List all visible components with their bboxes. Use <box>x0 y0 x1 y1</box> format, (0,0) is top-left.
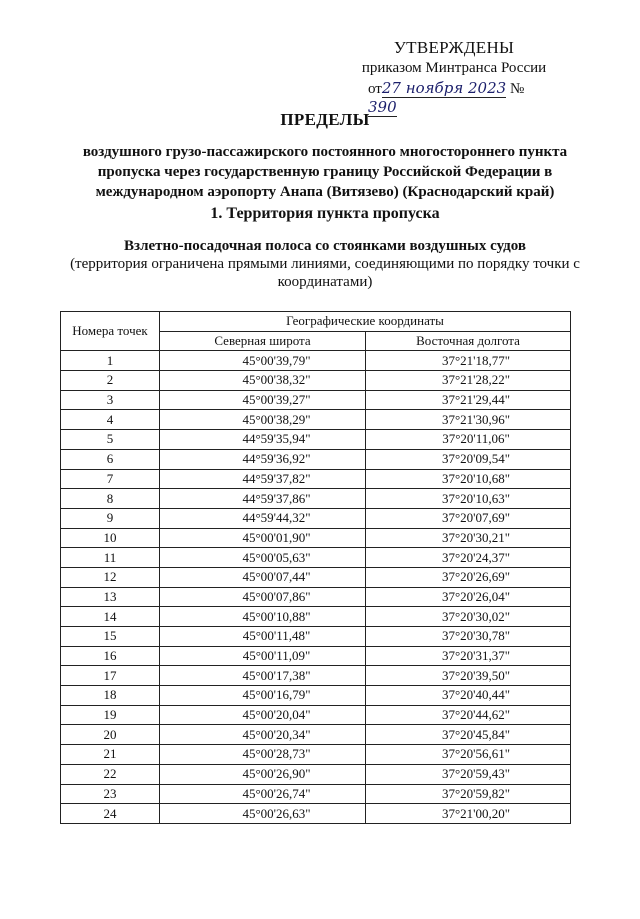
longitude-cell: 37°21'00,20" <box>366 804 571 824</box>
table-row <box>61 489 571 509</box>
longitude-cell: 37°20'09,54" <box>366 449 571 469</box>
point-number-cell: 23 <box>61 784 160 804</box>
latitude-cell: 44°59'37,82" <box>160 469 366 489</box>
point-number-cell: 19 <box>61 705 160 725</box>
latitude-cell: 45°00'26,74" <box>160 784 366 804</box>
table-row <box>61 567 571 587</box>
longitude-cell: 37°20'10,68" <box>366 469 571 489</box>
header-points: Номера точек <box>61 312 160 351</box>
point-number-cell: 7 <box>61 469 160 489</box>
from-prefix: от <box>368 81 382 97</box>
longitude-cell: 37°20'24,37" <box>366 548 571 568</box>
section-title: 1. Территория пункта пропуска <box>210 205 440 222</box>
table-row <box>61 804 571 824</box>
latitude-cell: 45°00'11,48" <box>160 627 366 647</box>
table-row <box>61 469 571 489</box>
subsection-note-1: (территория ограничена прямыми линиями, соединяющими по порядку точки с <box>70 256 580 272</box>
point-number-cell: 22 <box>61 764 160 784</box>
handwritten-number: 390 <box>368 98 397 116</box>
point-number-cell: 17 <box>61 666 160 686</box>
point-number-cell: 21 <box>61 745 160 765</box>
longitude-cell: 37°20'30,21" <box>366 528 571 548</box>
longitude-cell: 37°21'18,77" <box>366 351 571 371</box>
table-row <box>61 745 571 765</box>
table-row <box>61 449 571 469</box>
table-row <box>61 607 571 627</box>
longitude-cell: 37°21'29,44" <box>366 390 571 410</box>
latitude-cell: 45°00'11,09" <box>160 646 366 666</box>
point-number-cell: 1 <box>61 351 160 371</box>
longitude-cell: 37°20'07,69" <box>366 508 571 528</box>
point-number-cell: 16 <box>61 646 160 666</box>
longitude-cell: 37°20'26,04" <box>366 587 571 607</box>
title-line-3: международном аэропорту Анапа (Витязево) (Краснодарский край) <box>95 184 555 200</box>
point-number-cell: 5 <box>61 430 160 450</box>
point-number-cell: 14 <box>61 607 160 627</box>
header-geo: Географические координаты <box>160 312 571 332</box>
table-row <box>61 627 571 647</box>
point-number-cell: 13 <box>61 587 160 607</box>
latitude-cell: 45°00'39,79" <box>160 351 366 371</box>
point-number-cell: 12 <box>61 567 160 587</box>
latitude-cell: 45°00'01,90" <box>160 528 366 548</box>
latitude-cell: 45°00'28,73" <box>160 745 366 765</box>
longitude-cell: 37°20'30,02" <box>366 607 571 627</box>
header-latitude: Северная широта <box>160 331 366 351</box>
approval-stamp <box>354 38 554 117</box>
point-number-cell: 4 <box>61 410 160 430</box>
handwritten-date: 27 ноября 2023 <box>381 79 507 97</box>
longitude-cell: 37°21'28,22" <box>366 371 571 391</box>
latitude-cell: 45°00'07,86" <box>160 587 366 607</box>
table-row <box>61 508 571 528</box>
latitude-cell: 45°00'20,04" <box>160 705 366 725</box>
point-number-cell: 2 <box>61 371 160 391</box>
table-row <box>61 725 571 745</box>
point-number-cell: 15 <box>61 627 160 647</box>
longitude-cell: 37°20'31,37" <box>366 646 571 666</box>
table-row <box>61 351 571 371</box>
table-row <box>61 371 571 391</box>
header-longitude: Восточная долгота <box>366 331 571 351</box>
latitude-cell: 45°00'26,63" <box>160 804 366 824</box>
longitude-cell: 37°20'39,50" <box>366 666 571 686</box>
table-row <box>61 784 571 804</box>
point-number-cell: 10 <box>61 528 160 548</box>
approval-title: УТВЕРЖДЕНЫ <box>393 38 515 57</box>
longitude-cell: 37°20'30,78" <box>366 627 571 647</box>
latitude-cell: 45°00'38,29" <box>160 410 366 430</box>
longitude-cell: 37°21'30,96" <box>366 410 571 430</box>
table-row <box>61 764 571 784</box>
latitude-cell: 45°00'20,34" <box>160 725 366 745</box>
table-row <box>61 430 571 450</box>
longitude-cell: 37°20'45,84" <box>366 725 571 745</box>
longitude-cell: 37°20'11,06" <box>366 430 571 450</box>
latitude-cell: 44°59'35,94" <box>160 430 366 450</box>
point-number-cell: 3 <box>61 390 160 410</box>
title-heading: ПРЕДЕЛЫ <box>280 110 370 129</box>
point-number-cell: 8 <box>61 489 160 509</box>
longitude-cell: 37°20'56,61" <box>366 745 571 765</box>
longitude-cell: 37°20'26,69" <box>366 567 571 587</box>
table-row <box>61 390 571 410</box>
point-number-cell: 9 <box>61 508 160 528</box>
title-line-2: пропуска через государственную границу Российской Федерации в <box>97 164 553 180</box>
table-row <box>61 666 571 686</box>
document-title <box>60 110 590 202</box>
table-row <box>61 410 571 430</box>
table-row <box>61 686 571 706</box>
point-number-cell: 11 <box>61 548 160 568</box>
table-row <box>61 705 571 725</box>
latitude-cell: 44°59'36,92" <box>160 449 366 469</box>
longitude-cell: 37°20'10,63" <box>366 489 571 509</box>
number-prefix: № <box>509 81 525 97</box>
latitude-cell: 45°00'07,44" <box>160 567 366 587</box>
point-number-cell: 24 <box>61 804 160 824</box>
subsection-note-2: координатами) <box>277 274 373 290</box>
latitude-cell: 45°00'16,79" <box>160 686 366 706</box>
longitude-cell: 37°20'40,44" <box>366 686 571 706</box>
subsection <box>40 237 610 291</box>
latitude-cell: 44°59'44,32" <box>160 508 366 528</box>
longitude-cell: 37°20'59,82" <box>366 784 571 804</box>
table-row <box>61 528 571 548</box>
table-row <box>61 646 571 666</box>
table-row <box>61 548 571 568</box>
latitude-cell: 45°00'39,27" <box>160 390 366 410</box>
title-line-1: воздушного грузо-пассажирского постоянного многостороннего пункта <box>82 144 568 160</box>
point-number-cell: 20 <box>61 725 160 745</box>
approval-order: приказом Минтранса России <box>361 60 547 76</box>
coordinates-table <box>60 311 571 824</box>
subsection-title: Взлетно-посадочная полоса со стоянками воздушных судов <box>124 238 526 254</box>
latitude-cell: 45°00'26,90" <box>160 764 366 784</box>
longitude-cell: 37°20'44,62" <box>366 705 571 725</box>
latitude-cell: 45°00'10,88" <box>160 607 366 627</box>
latitude-cell: 45°00'05,63" <box>160 548 366 568</box>
point-number-cell: 18 <box>61 686 160 706</box>
latitude-cell: 45°00'17,38" <box>160 666 366 686</box>
table-row <box>61 587 571 607</box>
latitude-cell: 45°00'38,32" <box>160 371 366 391</box>
latitude-cell: 44°59'37,86" <box>160 489 366 509</box>
point-number-cell: 6 <box>61 449 160 469</box>
longitude-cell: 37°20'59,43" <box>366 764 571 784</box>
